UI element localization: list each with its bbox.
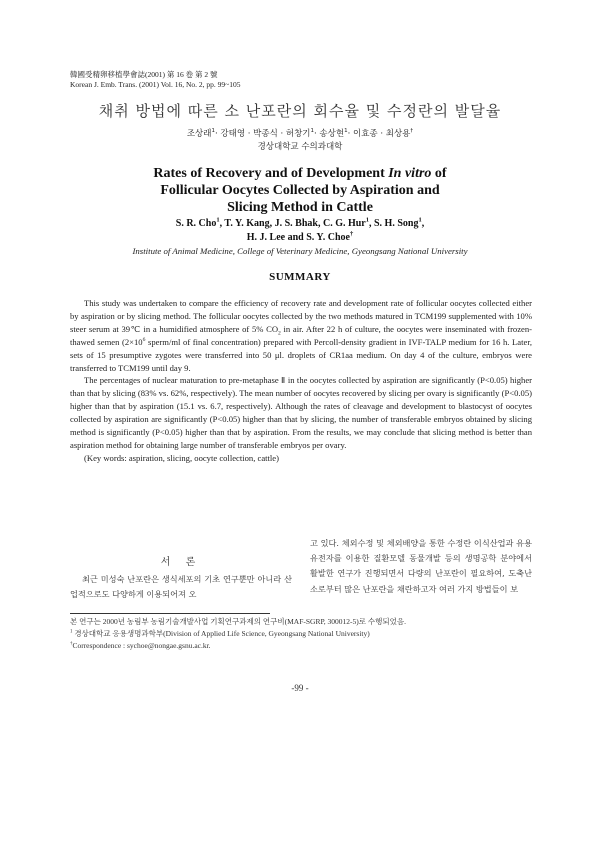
korean-author-4: · 이효종 · 최상용	[347, 129, 411, 139]
korean-authors	[0, 127, 600, 139]
footnote-funding: 본 연구는 2000년 농림부 농림기술개발사업 기획연구과제의 연구비(MAF-SGRP, 300012-5)로 수행되었음.	[70, 617, 407, 626]
english-affiliation: Institute of Animal Medicine, College of Veterinary Medicine, Gyeongsang National University	[132, 246, 468, 256]
english-title-line-1: Rates of Recovery and of Development In vitro of	[153, 166, 447, 181]
footnote-correspondence: †Correspondence : sychoe@nongae.gsnu.ac.kr.	[70, 641, 211, 650]
summary-heading: SUMMARY	[269, 271, 331, 283]
english-title	[0, 165, 600, 216]
korean-author-mark-2: 1	[310, 128, 315, 135]
summary-body	[70, 297, 532, 465]
korean-author-mark-4: †	[410, 128, 414, 135]
in-vitro-italic: In vitro	[388, 166, 432, 181]
korean-author-2: · 강태영 · 박종식 · 허창기	[215, 129, 311, 139]
footnote-rule	[70, 613, 270, 614]
journal-header-english: Korean J. Emb. Trans. (2001) Vol. 16, No. 2, pp. 99~105	[70, 80, 241, 89]
korean-author-mark-3: 1	[344, 128, 348, 135]
english-title-line-3: Slicing Method in Cattle	[227, 200, 373, 215]
keywords: (Key words: aspiration, slicing, oocyte collection, cattle)	[84, 452, 279, 463]
summary-paragraph-1: This study was undertaken to compare the efficiency of recovery rate and development rate of follicular oocytes collected either by aspiration or by slicing method. The follicular oocytes collected by the two methods matured in TCM199 supplemented with 10% steer serum at 39℃ in a humidified atmosphere of 5% $CO_2$ in air. After 22 h of culture, the oocytes were inseminated with frozen-thawed semen ($2\times 10^6$ sperm/ml of final concentration) prepared with Percoll-density gradient in IVF-TALP medium for 16 h. Later, sets of 15 presumptive zygotes were transferred into 50 μl. droplets of CR1aa medium. On day 4 of the culture, embryos were transferred to TCM199 until day 9.	[70, 298, 533, 373]
korean-author-mark-1: 1	[211, 128, 215, 135]
summary-paragraph-2: The percentages of nuclear maturation to pre-metaphase Ⅱ in the oocytes collected by aspiration are significantly (P<0.05) higher than that by slicing (83% vs. 62%, respectively). The mean number of oocytes recovered by slicing per ovary is significantly (P<0.05) higher than that by aspiration (15.1 vs. 6.7, respectively). Although the rates of cleavage and development to blastocyst of oocytes collected by aspiration are significantly (P<0.05) higher than that by slicing, the number of transferable embryos obtained by slicing method is significantly (P<0.05) higher than that by aspiration. From the results, we may conclude that slicing method is better than aspiration method for obtaining large number of transferable embryos per ovary.	[70, 375, 532, 450]
english-authors	[0, 217, 600, 245]
intro-left-column: 최근 미성숙 난포란은 생식세포의 기초 연구뿐만 아니라 산업적으로도 다양하게 이용되어져 오	[70, 574, 292, 600]
english-authors-line-2: H. J. Lee and S. Y. Choe†	[246, 230, 354, 243]
journal-header-korean: 韓國受精卵移植學會誌(2001) 第 16 卷 第 2 號	[70, 70, 218, 79]
page-number: -99 -	[291, 683, 309, 693]
english-authors-line-1: S. R. Cho$^1$, T. Y. Kang, J. S. Bhak, C. G. Hur$^1$, S. H. Song$^1$,	[175, 216, 425, 229]
korean-affiliation: 경상대학교 수의과대학	[257, 142, 343, 152]
introduction-heading: 서 론	[160, 557, 202, 568]
korean-author-1: 조상래	[186, 129, 212, 139]
english-title-line-2: Follicular Oocytes Collected by Aspiration and	[160, 183, 440, 198]
intro-right-column: 고 있다. 체외수정 및 체외배양을 통한 수정란 이식산업과 유용 유전자를 이용한 질환모델 동물개발 등의 생명공학 분야에서 활발한 연구가 진행되면서 다량의 난포란이 필요하여, 도축난소로부터 많은 난포란을 채란하고자 여러 가지 방법들이 보	[310, 538, 532, 594]
korean-author-3: · 송상현	[314, 129, 345, 139]
footnote-affiliation: $^1$ 경상대학교 응용생명과학부(Division of Applied Life Science, Gyeongsang National University)	[70, 629, 370, 638]
korean-title: 채취 방법에 따른 소 난포란의 회수율 및 수정란의 발달율	[98, 102, 502, 120]
